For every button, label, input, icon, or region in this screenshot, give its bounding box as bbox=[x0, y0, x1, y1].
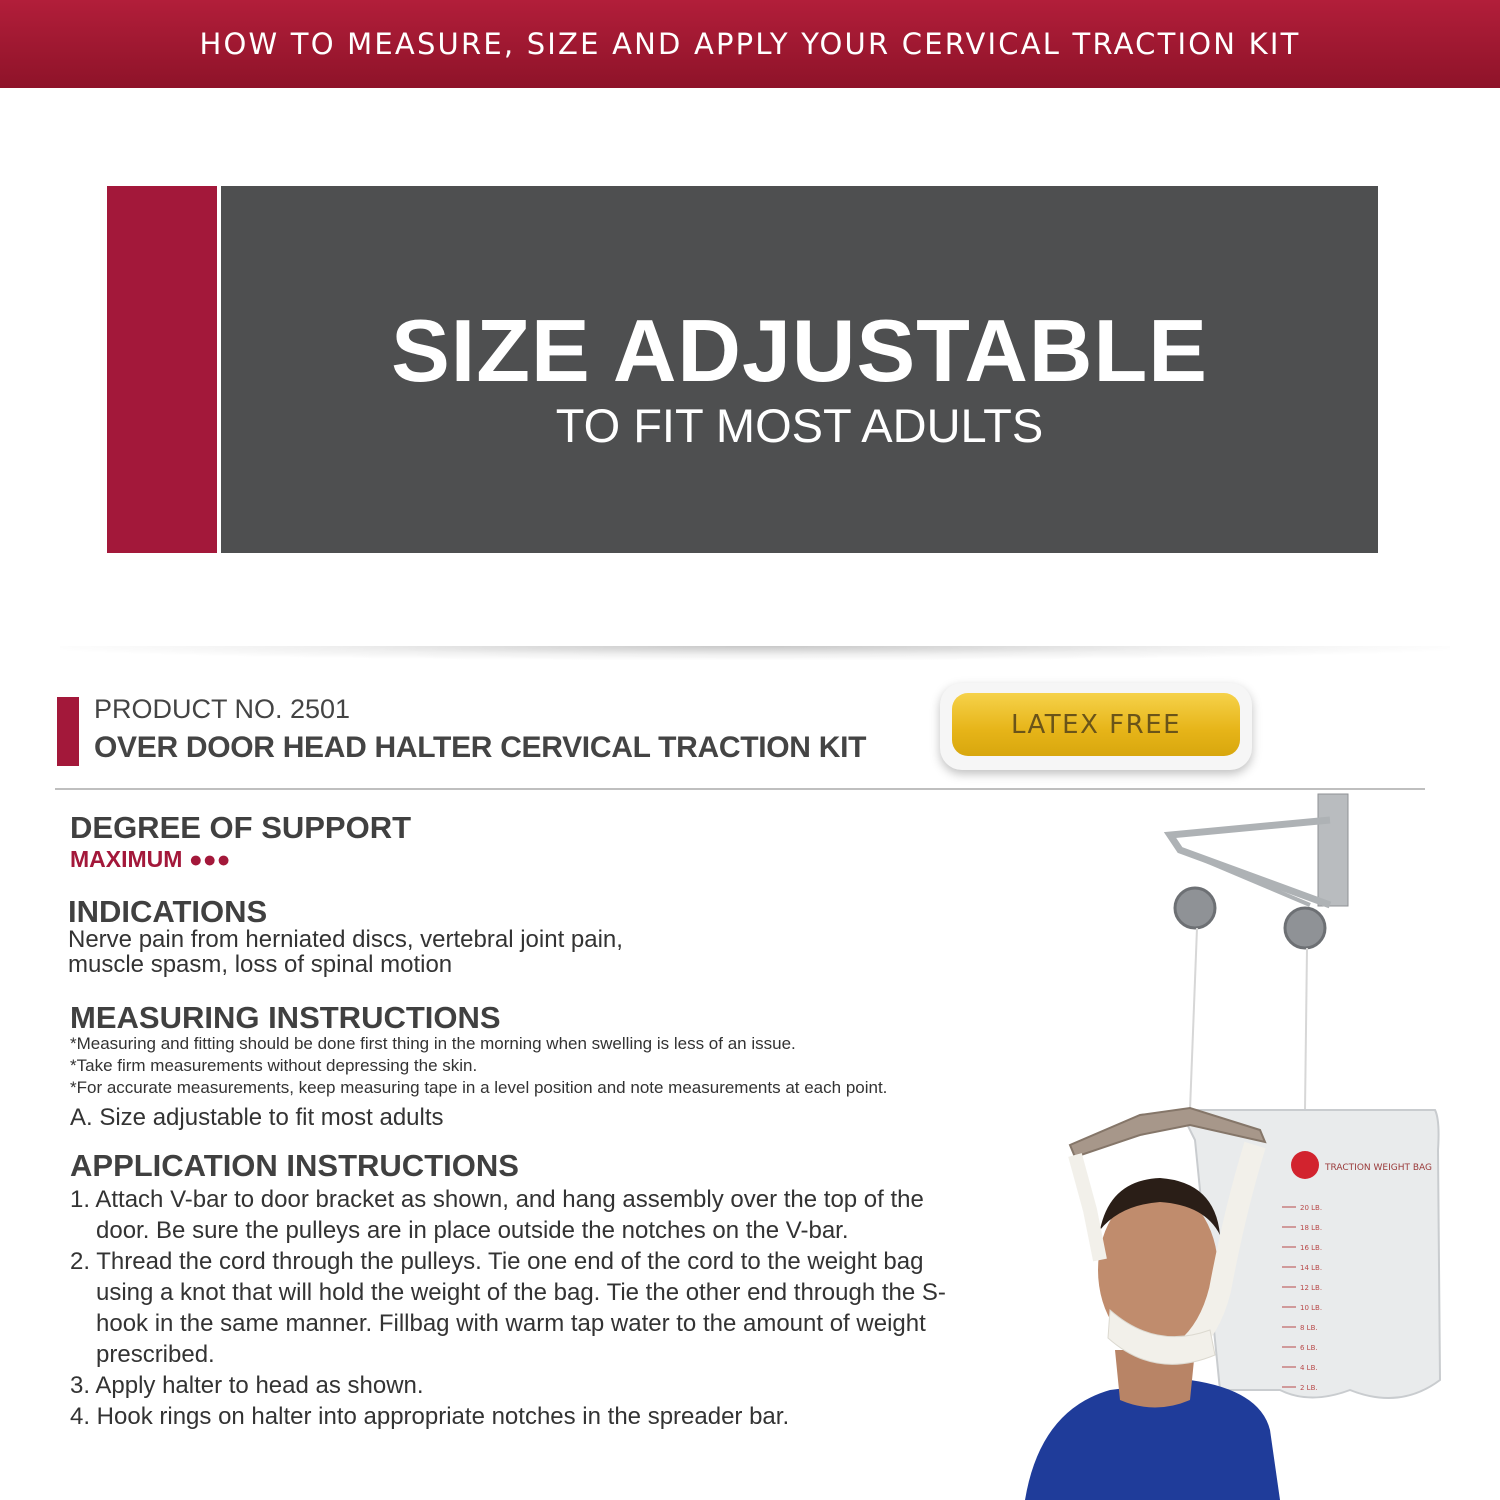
bag-mark: 2 LB. bbox=[1300, 1384, 1318, 1392]
bag-mark: 14 LB. bbox=[1300, 1264, 1323, 1272]
application-heading: APPLICATION INSTRUCTIONS bbox=[70, 1148, 519, 1183]
indications-line-2: muscle spasm, loss of spinal motion bbox=[68, 951, 453, 978]
application-step-4: 4. Hook rings on halter into appropriate notches in the spreader bar. bbox=[70, 1403, 790, 1430]
application-step-3: 3. Apply halter to head as shown. bbox=[70, 1372, 424, 1399]
indications-heading: INDICATIONS bbox=[68, 894, 268, 929]
cord-left bbox=[1190, 928, 1197, 1110]
bag-mark: 18 LB. bbox=[1300, 1224, 1323, 1232]
product-name: OVER DOOR HEAD HALTER CERVICAL TRACTION KIT bbox=[94, 731, 867, 764]
indications-line-1: Nerve pain from herniated discs, vertebral joint pain, bbox=[68, 926, 623, 953]
application-steps bbox=[70, 1184, 950, 1432]
bag-mark: 4 LB. bbox=[1300, 1364, 1318, 1372]
support-level: MAXIMUM ●●● bbox=[70, 846, 231, 872]
application-step-2: 2. Thread the cord through the pulleys. Tie one end of the cord to the weight bag using a knot that will hold the weight of the bag. Tie the other end through the S-hook in the same manner. Fillbag with warm tap water to the amount of weight prescribed. bbox=[70, 1248, 946, 1368]
measuring-note-3: *For accurate measurements, keep measuring tape in a level position and note measurements at each point. bbox=[70, 1078, 888, 1097]
hero-title: SIZE ADJUSTABLE bbox=[391, 301, 1208, 400]
product-number: PRODUCT NO. 2501 bbox=[94, 694, 351, 724]
measuring-note-1: *Measuring and fitting should be done first thing in the morning when swelling is less of an issue. bbox=[70, 1034, 796, 1053]
banner-title: HOW TO MEASURE, SIZE AND APPLY YOUR CERVICAL TRACTION KIT bbox=[199, 27, 1301, 61]
cord-right bbox=[1305, 948, 1307, 1110]
bag-fill-cap bbox=[1291, 1151, 1319, 1179]
latex-free-badge bbox=[940, 683, 1252, 770]
support-heading: DEGREE OF SUPPORT bbox=[70, 810, 412, 845]
measuring-note-2: *Take firm measurements without depressing the skin. bbox=[70, 1056, 478, 1075]
bag-mark: 20 LB. bbox=[1300, 1204, 1323, 1212]
measuring-heading: MEASURING INSTRUCTIONS bbox=[70, 1000, 501, 1035]
section-divider bbox=[60, 646, 1450, 660]
top-banner bbox=[0, 0, 1500, 88]
measuring-item-a: A. Size adjustable to fit most adults bbox=[70, 1104, 444, 1131]
pulley-left bbox=[1175, 888, 1215, 928]
latex-free-badge-inner bbox=[952, 693, 1240, 756]
product-accent-bar bbox=[57, 697, 79, 766]
door-bracket-plate bbox=[1318, 794, 1348, 906]
traction-kit-photo bbox=[1020, 790, 1490, 1500]
bag-mark: 8 LB. bbox=[1300, 1324, 1318, 1332]
latex-free-label: LATEX FREE bbox=[1010, 709, 1182, 740]
bag-mark: 12 LB. bbox=[1300, 1284, 1323, 1292]
application-step-1: 1. Attach V-bar to door bracket as shown, and hang assembly over the top of the door. Be sure the pulleys are in place outside the notches on the V-bar. bbox=[70, 1186, 924, 1244]
pulley-right bbox=[1285, 908, 1325, 948]
halter-strap-left bbox=[1075, 1155, 1100, 1260]
hero-subtitle: TO FIT MOST ADULTS bbox=[555, 399, 1044, 452]
bag-mark: 16 LB. bbox=[1300, 1244, 1323, 1252]
bag-label: TRACTION WEIGHT BAG bbox=[1325, 1163, 1432, 1173]
bag-mark: 10 LB. bbox=[1300, 1304, 1323, 1312]
bag-mark: 6 LB. bbox=[1300, 1344, 1318, 1352]
